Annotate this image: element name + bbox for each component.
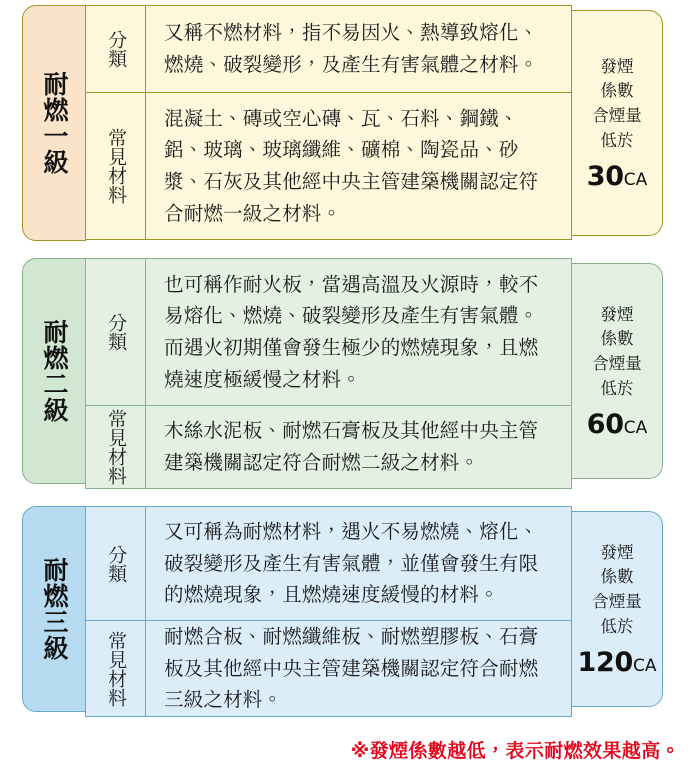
classification-text-3: 又可稱為耐燃材料，遇火不易燃燒、熔化、破裂變形及產生有害氣體，並僅會發生有限的燃燒現象，且燃燒速度緩慢的材料。: [164, 520, 539, 607]
smoke-label-line: 係數: [600, 567, 634, 587]
materials-text-3: 耐燃合板、耐燃纖維板、耐燃塑膠板、石膏板及其他經中央主管建築機關認定符合耐燃三級之材料。: [164, 625, 539, 712]
grade-name-3: 耐燃三級: [40, 557, 69, 661]
smoke-label-line: 係數: [600, 81, 634, 101]
smoke-value-row-1: [587, 161, 647, 192]
row-header-classification-1: [86, 6, 146, 92]
smoke-label-line: 含煙量: [592, 592, 642, 611]
smoke-label-line: 發煙: [600, 542, 634, 562]
footnote-text: ※發煙係數越低，表示耐燃效果越高。: [350, 740, 680, 762]
smoke-unit-2: CA: [623, 417, 648, 438]
row-body-materials-3: [146, 621, 571, 716]
table-row: [86, 6, 571, 92]
smoke-unit-3: CA: [632, 655, 657, 676]
smoke-value-2: 60: [586, 408, 624, 440]
table-row: [86, 507, 571, 620]
smoke-label-line: 含煙量: [592, 106, 642, 125]
grade-name-2: 耐燃二級: [40, 319, 69, 423]
smoke-label-line: 低於: [600, 130, 634, 150]
row-header-label: 分類: [105, 544, 128, 583]
grade-block-3: [0, 506, 696, 718]
materials-text-1: 混凝土、磚或空心磚、瓦、石料、鋼鐵、鋁、玻璃、玻璃纖維、礦棉、陶瓷品、砂漿、石灰及其他經中央主管建築機關認定符合耐燃一級之材料。: [164, 106, 539, 225]
smoke-label-line: 低於: [600, 378, 634, 398]
smoke-label-1: [592, 55, 642, 154]
smoke-label-line: 含煙量: [592, 354, 642, 373]
table-row: [86, 259, 571, 405]
classification-text-2: 也可稱作耐火板，當遇高溫及火源時，較不易熔化、燃燒、破裂變形及產生有害氣體。而遇火初期僅會發生極少的燃燒現象，且燃燒速度極緩慢之材料。: [164, 272, 539, 391]
smoke-value-row-3: [578, 647, 657, 678]
smoke-unit-1: CA: [623, 169, 648, 190]
grade-block-2: [0, 258, 696, 490]
row-header-label: 分類: [105, 30, 128, 68]
grade-tab-1: [22, 5, 86, 241]
materials-text-2: 木絲水泥板、耐燃石膏板及其他經中央主管建築機關認定符合耐燃二級之材料。: [164, 419, 539, 474]
row-header-materials-2: [86, 406, 146, 488]
smoke-value-row-2: [587, 409, 647, 440]
row-header-materials-1: [86, 93, 146, 239]
classification-text-1: 又稱不燃材料，指不易因火、熱導致熔化、燃燒、破裂變形，及產生有害氣體之材料。: [164, 21, 539, 76]
smoke-coefficient-tab-1: [572, 10, 663, 236]
smoke-value-1: 30: [586, 160, 624, 192]
table-row: [86, 405, 571, 488]
grade-name-1: 耐燃一級: [40, 71, 69, 175]
row-header-classification-3: [86, 507, 146, 620]
row-body-materials-1: [146, 93, 571, 239]
row-body-materials-2: [146, 406, 571, 488]
row-body-classification-2: [146, 259, 571, 405]
row-header-classification-2: [86, 259, 146, 405]
smoke-value-3: 120: [577, 646, 633, 678]
row-header-label: 常見材料: [105, 409, 128, 485]
smoke-label-line: 低於: [600, 616, 634, 636]
row-header-label: 分類: [105, 313, 128, 351]
grade-detail-table-3: [85, 506, 572, 717]
row-header-materials-3: [86, 621, 146, 716]
smoke-label-line: 係數: [600, 329, 634, 349]
row-header-label: 常見材料: [105, 630, 128, 707]
grade-tab-2: [22, 258, 86, 484]
grade-block-1: [0, 5, 696, 251]
smoke-label-line: 發煙: [600, 304, 634, 324]
smoke-coefficient-tab-3: [572, 511, 663, 707]
smoke-label-3: [592, 541, 642, 640]
grade-detail-table-1: [85, 5, 572, 240]
table-row: [86, 92, 571, 239]
grade-tab-3: [22, 506, 86, 712]
row-body-classification-1: [146, 6, 571, 92]
row-body-classification-3: [146, 507, 571, 620]
smoke-label-2: [592, 303, 642, 402]
row-header-label: 常見材料: [105, 128, 128, 204]
smoke-label-line: 發煙: [600, 56, 634, 76]
grade-detail-table-2: [85, 258, 572, 489]
smoke-coefficient-tab-2: [572, 263, 663, 479]
table-row: [86, 620, 571, 716]
